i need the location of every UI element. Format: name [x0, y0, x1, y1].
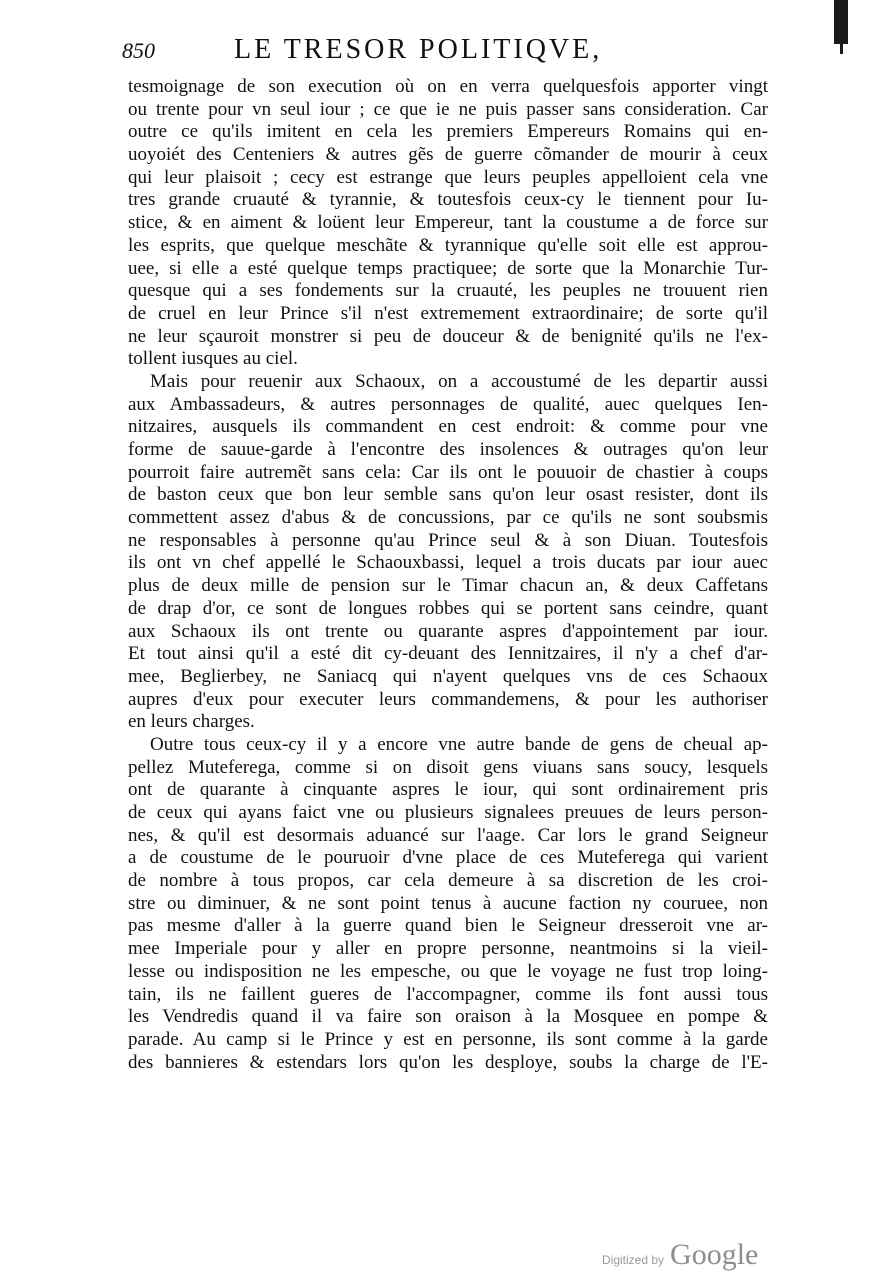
- text-line: aux Schaoux ils ont trente ou quarante aspres d'appointement par iour.: [128, 620, 768, 642]
- text-line: de baston ceux que bon leur semble sans qu'on leur osast resister, dont ils: [128, 484, 768, 506]
- google-logo: Google: [670, 1238, 759, 1271]
- text-line: qui leur plaisoit ; cecy est estrange que leurs peuples appelloient cela vne: [128, 166, 768, 188]
- text-line: ou trente pour vn seul iour ; ce que ie ne puis passer sans consideration. Car: [128, 98, 768, 120]
- text-line: de drap d'or, ce sont de longues robbes qui se portent sans ceindre, quant: [128, 597, 768, 619]
- text-line: pellez Muteferega, comme si on disoit gens viuans sans soucy, lesquels: [128, 756, 768, 778]
- text-line: aux Ambassadeurs, & autres personnages de qualité, auec quelques Ien-: [128, 393, 768, 415]
- text-line: de ceux qui ayans faict vne ou plusieurs signalees preuues de leurs person-: [128, 802, 768, 823]
- text-line: uoyoiét des Centeniers & autres gẽs de guerre cõmander de mourir à ceux: [128, 144, 768, 166]
- text-line: forme de sauue-garde à l'encontre des insolences & outrages qu'on leur: [128, 439, 768, 460]
- text-line: Et tout ainsi qu'il a esté dit cy-deuant des Iennitzaires, il n'y a chef d'ar-: [128, 643, 768, 665]
- text-line: tain, ils ne faillent gueres de l'accompagner, comme ils font aussi tous: [128, 983, 768, 1005]
- text-line: pas mesme d'aller à la guerre quand bien le Seigneur dresseroit vne ar-: [128, 915, 768, 937]
- paragraph-start-line: Mais pour reuenir aux Schaoux, on a accoustumé de les departir aussi: [150, 370, 768, 392]
- text-line: lesse ou indisposition ne les empesche, ou que le voyage ne fust trop loing-: [128, 960, 768, 982]
- text-line: les Vendredis quand il va faire son oraison à la Mosquee en pompe &: [128, 1006, 768, 1028]
- text-line: stice, & en aiment & loüent leur Empereur, tant la coustume a de force sur: [128, 212, 768, 234]
- body-text: [128, 76, 768, 1074]
- paragraph-start-line: Outre tous ceux-cy il y a encore vne autre bande de gens de cheual ap-: [150, 733, 768, 755]
- text-line: stre ou diminuer, & ne sont point tenus à aucune faction ny couruee, non: [128, 892, 768, 914]
- text-line: a de coustume de le pouruoir d'vne place de ces Muteferega qui varient: [128, 847, 768, 869]
- page-edge-mark-tail: [840, 44, 843, 54]
- text-line: aupres d'eux pour executer leurs commandemens, & pour les authoriser: [128, 688, 768, 710]
- page-edge-mark: [834, 0, 848, 44]
- text-line: ils ont vn chef appellé le Schaouxbassi, lequel a trois ducats par iour auec: [128, 552, 768, 574]
- text-line: de nombre à tous propos, car cela demeure à sa discretion de les croi-: [128, 870, 768, 892]
- text-line: ont de quarante à cinquante aspres le iour, qui sont ordinairement pris: [128, 779, 768, 801]
- text-line: les esprits, que quelque meschãte & tyrannique qu'elle soit elle est approu-: [128, 234, 768, 256]
- text-line: ne leur sçauroit monstrer si peu de douceur & de benignité qu'ils ne l'ex-: [128, 325, 768, 347]
- text-line: mee, Beglierbey, ne Saniacq qui n'ayent quelques vns de ces Schaoux: [128, 665, 768, 687]
- text-line: nitzaires, ausquels ils commandent en cest endroit: & comme pour vne: [128, 416, 768, 438]
- text-line: des bannieres & estendars lors qu'on les desploye, soubs la charge de l'E-: [128, 1051, 768, 1073]
- text-line: parade. Au camp si le Prince y est en personne, ils sont comme à la garde: [128, 1028, 768, 1050]
- digitized-watermark: [602, 1238, 758, 1274]
- text-line: commettent assez d'abus & de concussions, par ce qu'ils ne sont soubsmis: [128, 507, 768, 529]
- text-line: tres grande cruauté & tyrannie, & toutesfois ceux-cy le tiennent pour Iu-: [128, 189, 768, 211]
- text-line: en leurs charges.: [128, 711, 255, 733]
- text-line: mee Imperiale pour y aller en propre personne, neantmoins si la vieil-: [128, 938, 768, 960]
- page-number: 850: [122, 38, 155, 63]
- running-title: LE TRESOR POLITIQVE,: [234, 34, 603, 65]
- text-line: quesque qui a ses fondements sur la cruauté, les peuples ne trouuent rien: [128, 280, 768, 302]
- text-line: pourroit faire autremẽt sans cela: Car ils ont le pouuoir de chastier à coups: [128, 461, 768, 483]
- text-line: uee, si elle a esté quelque temps practiquee; de sorte que la Monarchie Tur-: [128, 257, 768, 279]
- text-line: tollent iusques au ciel.: [128, 348, 298, 370]
- text-line: de cruel en leur Prince s'il n'est extremement extraordinaire; de sorte qu'il: [128, 302, 768, 324]
- text-line: outre ce qu'ils imitent en cela les premiers Empereurs Romains qui en-: [128, 121, 768, 143]
- text-line: plus de deux mille de pension sur le Timar chacun an, & deux Caffetans: [128, 575, 768, 597]
- text-line: ne responsables à personne qu'au Prince seul & à son Diuan. Toutesfois: [128, 529, 768, 551]
- page-header: [112, 34, 772, 70]
- watermark-prefix: Digitized by: [602, 1253, 665, 1267]
- text-line: nes, & qu'il est desormais aduancé sur l'aage. Car lors le grand Seigneur: [128, 824, 768, 846]
- text-line: tesmoignage de son execution où on en verra quelquesfois apporter vingt: [128, 76, 768, 97]
